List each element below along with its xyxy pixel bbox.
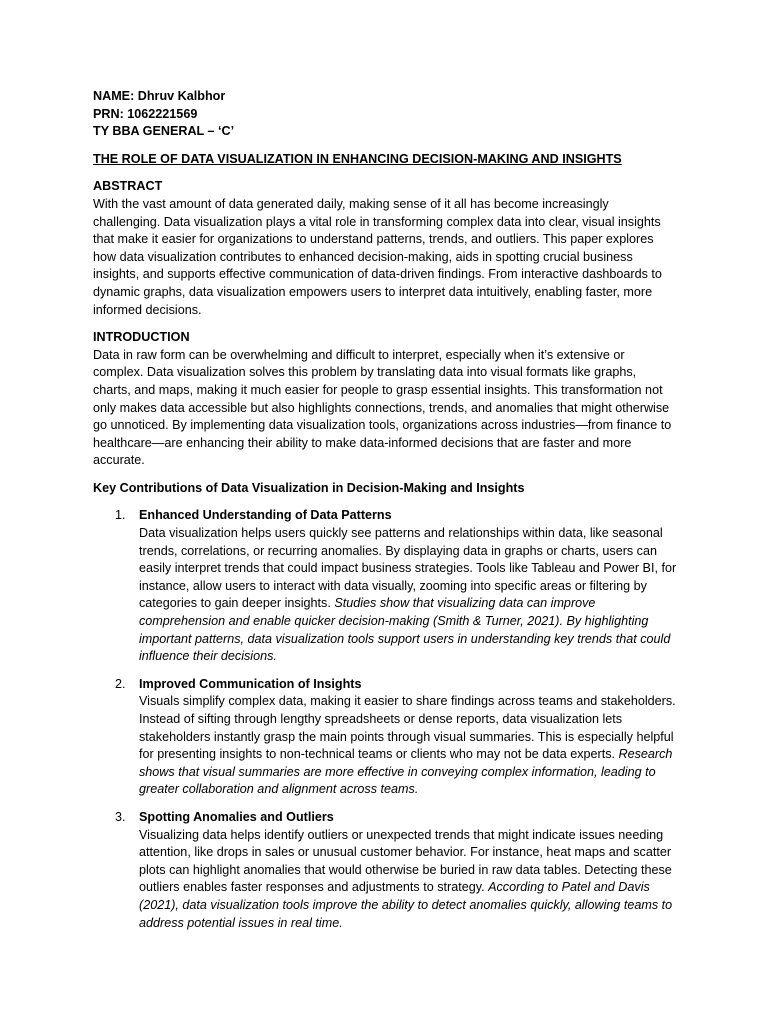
list-item-body-text: Visualizing data helps identify outliers or unexpected trends that might indicate issues needing attention, like drops in sales or unusual customer behavior. For instance, heat maps and scatter plots can highlight anomalies that would otherwise be buried in raw data tables. Detecting these outliers enables faster responses and adjustments to strategy. [139,827,672,895]
abstract-text: With the vast amount of data generated daily, making sense of it all has become increasingly challenging. Data visualization plays a vital role in transforming complex data into clear, visual insights that make it easier for organizations to understand patterns, trends, and outliers. This paper explores how data visualization contributes to enhanced decision-making, aids in spotting crucial business insights, and supports effective communication of data-driven findings. From interactive dashboards to dynamic graphs, data visualization empowers users to interpret data intuitively, enabling faster, more informed decisions. [93,196,662,317]
list-item-title: Spotting Anomalies and Outliers [139,809,334,824]
list-item-number: 3. [115,809,126,824]
introduction-section [93,329,677,470]
introduction-text: Data in raw form can be overwhelming and difficult to interpret, especially when it’s extensive or complex. Data visualization solves this problem by translating data into visual formats like graphs, charts, and maps, making it much easier for people to grasp essential insights. This transformation not only makes data accessible but also highlights connections, trends, and anomalies that might otherwise go unnoticed. By implementing data visualization tools, organizations across industries—from finance to healthcare—are enhancing their ability to make data-informed decisions that are faster and more accurate. [93,347,672,468]
introduction-heading: INTRODUCTION [93,330,190,345]
contributions-heading: Key Contributions of Data Visualization in Decision-Making and Insights [93,480,525,495]
list-item-body-italic: According to Patel and Davis (2021), data visualization tools improve the ability to detect anomalies quickly, allowing teams to address potential issues in real time. [139,880,673,930]
list-item [93,507,677,665]
list-item-number: 2. [115,676,126,691]
list-item [93,809,677,932]
list-item-body-text: Data visualization helps users quickly see patterns and relationships within data, like seasonal trends, correlations, or recurring anomalies. By displaying data in graphs or charts, users can easily interpret trends that could impact business strategies. Tools like Tableau and Power BI, for instance, allow users to interact with data visually, zooming into specific areas or filtering by categories to gain deeper insights. [139,526,677,611]
abstract-heading: ABSTRACT [93,179,163,194]
list-item-body-text: Visuals simplify complex data, making it easier to share findings across teams and stakeholders. Instead of sifting through lengthy spreadsheets or dense reports, data visualization lets stakeholders instantly grasp the main points through visual summaries. This is especially helpful for presenting insights to non-technical teams or clients who may not be data experts. [139,694,676,762]
list-item-body [139,693,677,799]
list-item [93,676,677,799]
student-prn: PRN: 1062221569 [93,106,198,121]
student-class: TY BBA GENERAL – ‘C’ [93,124,235,139]
student-header [93,88,677,141]
contributions-list [93,507,677,932]
student-name: NAME: Dhruv Kalbhor [93,89,226,103]
list-item-body-italic: Studies show that visualizing data can improve comprehension and enable quicker decision-making (Smith & Turner, 2021). By highlighting important patterns, data visualization tools support users in understanding key trends that could influence their decisions. [139,596,671,664]
list-item-body [139,525,677,666]
list-item-body-italic: Research shows that visual summaries are more effective in conveying complex information, leading to greater collaboration and alignment across teams. [139,747,673,797]
list-item-body [139,827,677,933]
abstract-section [93,178,677,319]
list-item-title: Enhanced Understanding of Data Patterns [139,508,392,523]
document-page [93,88,677,942]
list-item-number: 1. [115,508,126,523]
paper-title: THE ROLE OF DATA VISUALIZATION IN ENHANCING DECISION-MAKING AND INSIGHTS [93,151,622,166]
list-item-title: Improved Communication of Insights [139,676,362,691]
